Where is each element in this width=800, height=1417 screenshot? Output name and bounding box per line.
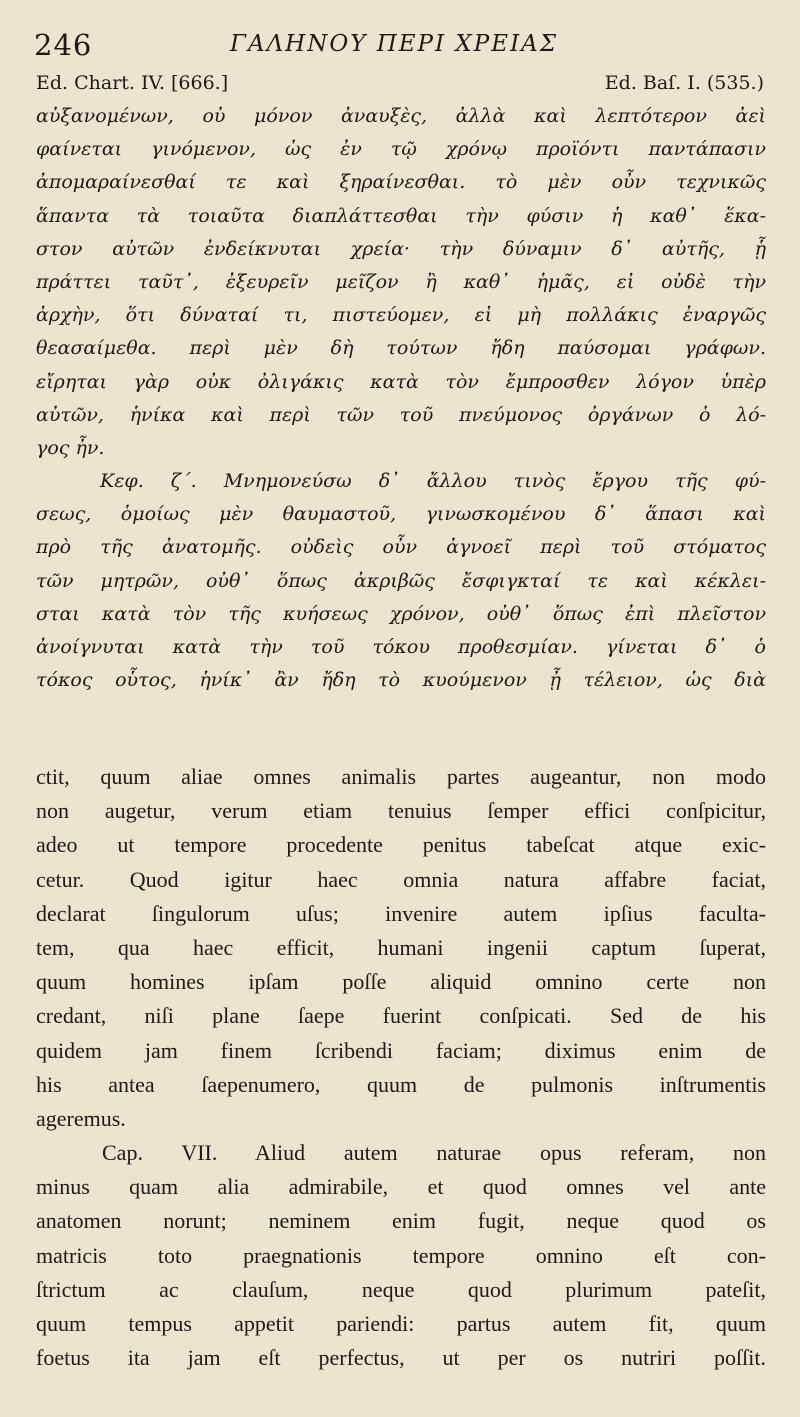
- greek-line: εἴρηται γὰρ οὐκ ὀλιγάκις κατὰ τὸν ἔμπροσθεν λόγον ὑπὲρ: [36, 370, 766, 393]
- latin-line: adeo ut tempore procedente penitus tabeſcat atque exic-: [36, 832, 766, 858]
- latin-line: his antea ſaepenumero, quum de pulmonis inſtrumentis: [36, 1071, 766, 1097]
- latin-line: quum homines ipſam poſſe aliquid omnino certe non: [36, 969, 766, 995]
- greek-line: θεασαίμεθα. περὶ μὲν δὴ τούτων ἤδη παύσομαι γράφων.: [36, 337, 766, 360]
- running-title: ΓΑΛΗΝΟΥ ΠΕΡΙ ΧΡΕΙΑΣ: [230, 31, 559, 57]
- greek-line: πράττει ταῦτ᾿, ἐξευρεῖν μεῖζον ἢ καθ᾿ ἡμᾶς, εἰ οὐδὲ τὴν: [36, 270, 766, 293]
- greek-line: σεως, ὁμοίως μὲν θαυμαστοῦ, γινωσκομένου δ᾿ ἅπασι καὶ: [36, 503, 766, 526]
- greek-line: φαίνεται γινόμενον, ὡς ἐν τῷ χρόνῳ προϊόντι παντάπασιν: [36, 138, 766, 161]
- latin-line: tem, qua haec efficit, humani ingenii captum ſuperat,: [36, 934, 766, 960]
- greek-line: ἀπομαραίνεσθαί τε καὶ ξηραίνεσθαι. τὸ μὲν οὖν τεχνικῶς: [36, 171, 766, 194]
- latin-line: quidem jam finem ſcribendi faciam; diximus enim de: [36, 1037, 766, 1063]
- greek-line: αὐτῶν, ἡνίκα καὶ περὶ τῶν τοῦ πνεύμονος ὀργάνων ὁ λό-: [36, 403, 766, 426]
- latin-line: credant, niſi plane ſaepe fuerint conſpicati. Sed de his: [36, 1003, 766, 1029]
- latin-line: declarat ſingulorum uſus; invenire autem ipſius faculta-: [36, 900, 766, 926]
- greek-line: τόκος οὗτος, ἡνίκ᾿ ἂν ἤδη τὸ κυούμενον ᾖ τέλειον, ὡς διὰ: [36, 669, 766, 692]
- latin-line: cetur. Quod igitur haec omnia natura affabre faciat,: [36, 866, 766, 892]
- latin-line: quum tempus appetit pariendi: partus autem fit, quum: [36, 1311, 766, 1336]
- latin-chapter-heading-line: Cap. VII. Aliud autem naturae opus referam, non: [102, 1140, 766, 1166]
- edition-reference-line: [36, 72, 764, 102]
- latin-line: ctit, quum aliae omnes animalis partes augeantur, non modo: [36, 764, 766, 789]
- latin-text-block: [36, 760, 766, 1375]
- greek-line: ἀνοίγνυται κατὰ τὴν τοῦ τόκου προθεσμίαν. γίνεται δ᾿ ὁ: [36, 636, 766, 658]
- greek-line: αὐξανομένων, οὐ μόνον ἀναυξὲς, ἀλλὰ καὶ λεπτότερον ἀεὶ: [36, 105, 766, 127]
- page-number: 246: [34, 28, 93, 62]
- greek-text-block: [36, 100, 766, 697]
- greek-line: σται κατὰ τὸν τῆς κυήσεως χρόνον, οὐθ᾿ ὅπως ἐπὶ πλεῖστον: [36, 602, 766, 625]
- latin-line: foetus ita jam eſt perfectus, ut per os nutriri poſſit.: [36, 1345, 766, 1371]
- latin-line: non augetur, verum etiam tenuius ſemper effici conſpicitur,: [36, 798, 766, 824]
- running-head: [30, 20, 760, 70]
- greek-line: πρὸ τῆς ἀνατομῆς. οὐδεὶς οὖν ἀγνοεῖ περὶ τοῦ στόματος: [36, 536, 766, 559]
- edition-reference-chartier: Ed. Chart. IV. [666.]: [36, 72, 229, 94]
- edition-reference-basel: Ed. Baſ. I. (535.): [604, 72, 764, 94]
- greek-line: στον αὐτῶν ἐνδείκνυται χρεία· τὴν δύναμιν δ᾿ αὐτῆς, ᾗ: [36, 237, 766, 260]
- greek-line: ἀρχὴν, ὅτι δύναταί τι, πιστεύομεν, εἰ μὴ πολλάκις ἐναργῶς: [36, 304, 766, 327]
- greek-line: τῶν μητρῶν, οὐθ᾿ ὅπως ἀκριβῶς ἔσφιγκταί τε καὶ κέκλει-: [36, 569, 766, 592]
- latin-line: ageremus.: [36, 1105, 126, 1131]
- latin-line: minus quam alia admirabile, et quod omnes vel ante: [36, 1174, 766, 1200]
- greek-chapter-heading-line: Κεφ. ζ΄. Μνημονεύσω δ᾿ ἄλλου τινὸς ἔργου τῆς φύ-: [100, 470, 766, 493]
- latin-line: anatomen norunt; neminem enim fugit, neque quod os: [36, 1208, 766, 1234]
- greek-line: γος ἦν.: [36, 436, 105, 459]
- greek-line: ἅπαντα τὰ τοιαῦτα διαπλάττεσθαι τὴν φύσιν ἡ καθ᾿ ἕκα-: [36, 204, 766, 227]
- latin-line: matricis toto praegnationis tempore omnino eſt con-: [36, 1242, 766, 1268]
- latin-line: ſtrictum ac clauſum, neque quod plurimum pateſit,: [36, 1276, 766, 1302]
